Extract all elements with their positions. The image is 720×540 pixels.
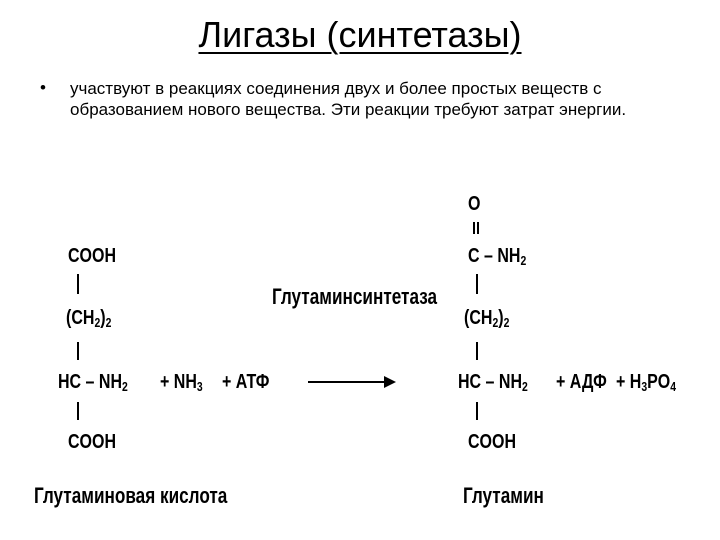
left-cooh-bottom: COOH <box>68 431 116 453</box>
left-ch2-group: $(CH_2)_2$ <box>66 307 112 330</box>
bond-line <box>476 274 478 294</box>
right-hc-nh2: HC – $NH_2$ <box>458 371 528 394</box>
po-text: PO <box>647 371 671 393</box>
plus-h-text: + H <box>616 371 642 393</box>
amide-c-text: C <box>468 245 480 267</box>
bond-line <box>476 342 478 360</box>
left-hc-nh2: HC – $NH_2$ <box>58 371 128 394</box>
reactant-name-label: Глутаминовая кислота <box>34 483 228 508</box>
bond-line <box>476 402 478 420</box>
bullet-marker: • <box>40 78 46 97</box>
right-c-nh2: C – $NH_2$ <box>468 245 527 268</box>
bond-line <box>77 342 79 360</box>
slide-title: Лигазы (синтетазы) <box>198 14 522 55</box>
bond-line <box>77 274 79 294</box>
reactants-ammonia: + $NH_3$ <box>160 371 203 394</box>
products-phosphoric-acid: + $H_3PO_4$ <box>616 371 677 394</box>
enzyme-label: Глутаминсинтетаза <box>272 284 438 309</box>
bond-line <box>77 402 79 420</box>
right-cooh-bottom: COOH <box>468 431 516 453</box>
reactants-atf: + АТФ <box>222 371 270 393</box>
right-ch2-group: $(CH_2)_2$ <box>464 307 510 330</box>
bullet-text: участвуют в реакциях соединения двух и более простых веществ с образованием нового вещества. Эти реакции требуют затрат энергии. <box>70 79 627 119</box>
right-oxygen: O <box>468 193 481 215</box>
product-name-label: Глутамин <box>463 483 544 508</box>
plus-nh-text: + NH <box>160 371 197 393</box>
products-adf: + АДФ <box>556 371 607 393</box>
double-bond <box>473 222 479 234</box>
reaction-arrow-line <box>308 381 386 383</box>
reaction-arrow-head <box>384 376 396 388</box>
left-cooh-top: COOH <box>68 245 116 267</box>
